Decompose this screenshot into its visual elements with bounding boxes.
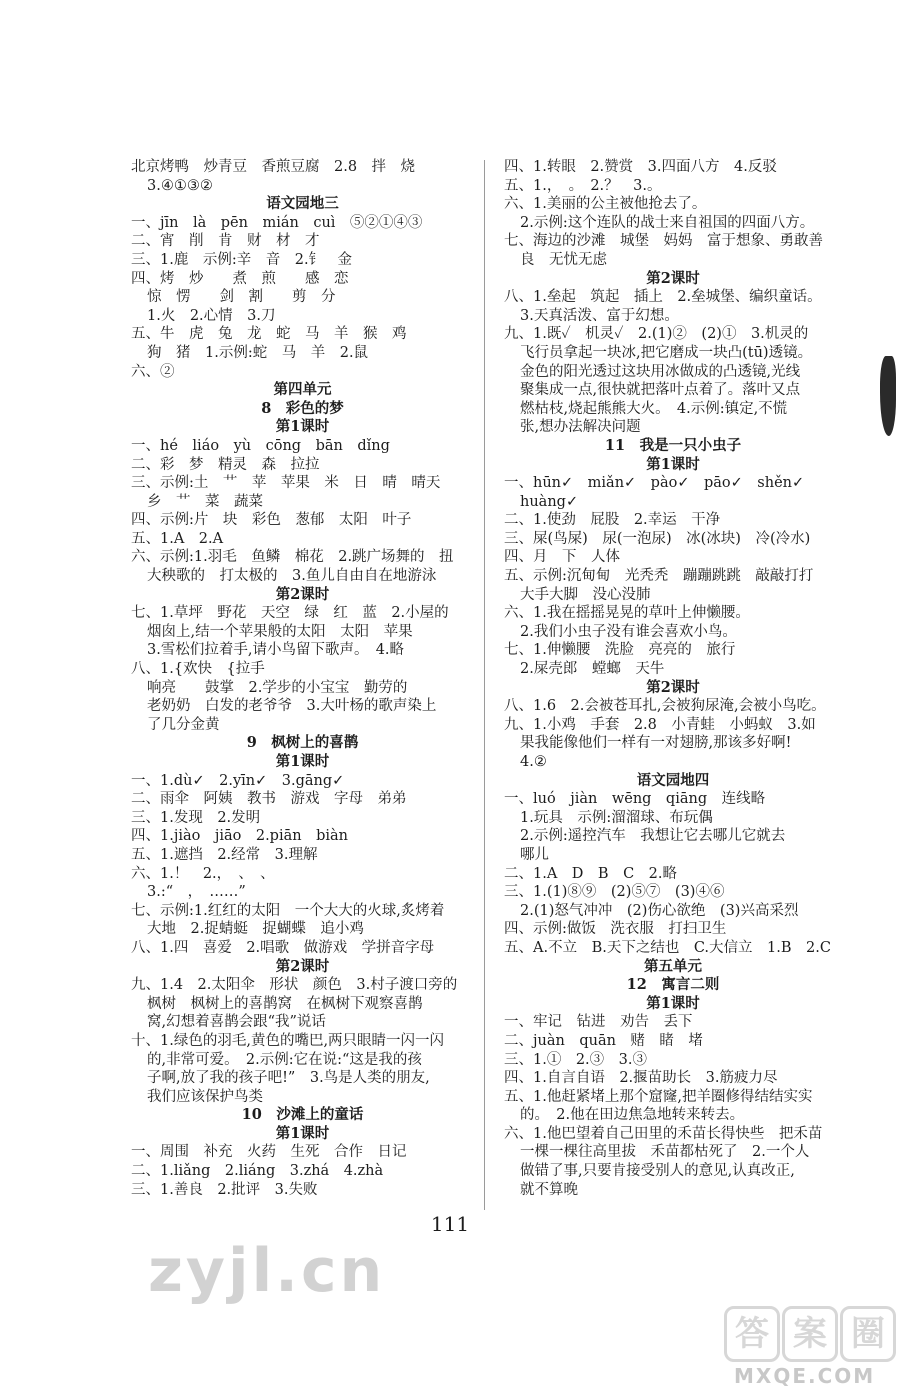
section-heading: 第2课时: [646, 269, 700, 287]
answer-line: 了几分金黄: [147, 716, 220, 733]
answer-line: 三、1.发现 2.发明: [131, 809, 261, 826]
logo-char: 答: [724, 1306, 780, 1362]
answer-line: 2.屎壳郎 螳螂 天牛: [520, 661, 665, 678]
answer-line: 二、1.使劲 屁股 2.幸运 干净: [504, 512, 721, 529]
section-heading: 12 寓言二则: [626, 976, 720, 994]
answer-line: 果我能像他们一样有一对翅膀,那该多好啊!: [520, 735, 792, 752]
answer-line: 一、hé liáo yù cōng bān dǐng: [131, 437, 390, 454]
answer-line: 二、1.liǎng 2.liáng 3.zhá 4.zhà: [131, 1163, 384, 1180]
answer-line: 五、牛 虎 兔 龙 蛇 马 羊 猴 鸡: [131, 326, 407, 343]
answer-column-left: [131, 158, 474, 1199]
section-heading: 第1课时: [275, 1124, 330, 1142]
section-heading: 第2课时: [275, 957, 330, 975]
answer-line: 三、1.鹿 示例:辛 音 2.钅 金: [131, 251, 353, 268]
section-heading: 10 沙滩上的童话: [241, 1106, 364, 1124]
section-heading: 语文园地三: [266, 195, 339, 213]
answer-line: 四、1.自言自语 2.揠苗助长 3.筋疲力尽: [504, 1070, 778, 1087]
answer-line: 四、1.jiào jiāo 2.piān biàn: [131, 828, 348, 845]
answer-line: 一、jīn là pēn mián cuì ⑤②①④③: [131, 214, 423, 231]
answer-line: 老奶奶 白发的老爷爷 3.大叶杨的歌声染上: [147, 698, 437, 715]
answer-line: 张,想办法解决问题: [520, 419, 641, 436]
answer-line: 一、hūn✓ miǎn✓ pào✓ pāo✓ shěn✓: [504, 475, 805, 492]
answer-line: 大手大脚 没心没肺: [520, 586, 651, 603]
section-heading: 第1课时: [275, 418, 330, 436]
answer-line: 3.④①③②: [147, 177, 213, 194]
answer-line: 九、1.既✓ 机灵✓ 2.(1)② (2)① 3.机灵的: [504, 326, 809, 343]
answer-line: 九、1.4 2.太阳伞 形状 颜色 3.村子渡口旁的: [131, 977, 458, 994]
section-heading: 语文园地四: [636, 771, 710, 789]
answer-line: 七、1.草坪 野花 天空 绿 红 蓝 2.小屋的: [131, 605, 449, 622]
section-heading: 第四单元: [273, 381, 332, 399]
answer-line: 十、1.绿色的羽毛,黄色的嘴巴,两只眼睛一闪一闪: [131, 1032, 445, 1049]
answer-line: 一、luó jiàn wēng qiāng 连线略: [504, 791, 766, 808]
answer-line: 窝,幻想着喜鹊会跟“我”说话: [147, 1014, 326, 1031]
answer-line: 4.②: [520, 754, 547, 770]
answer-line: 3.天真活泼、富于幻想。: [520, 307, 679, 324]
answer-line: 四、示例:片 块 彩色 葱郁 太阳 叶子: [131, 512, 412, 529]
answer-line: 五、示例:沉甸甸 光秃秃 蹦蹦跳跳 敲敲打打: [504, 568, 814, 585]
answer-line: 良 无忧无虑: [520, 251, 607, 268]
answer-line: 五、1.A 2.A: [131, 530, 224, 547]
answer-line: 四、1.转眼 2.赞赏 3.四面八方 4.反驳: [504, 159, 777, 175]
page-number: 111: [430, 1212, 470, 1236]
answer-line: 二、宵 削 肯 财 材 才: [131, 233, 320, 250]
answer-line: 做错了事,只要肯接受别人的意见,认真改正,: [520, 1163, 795, 1180]
answer-line: 的,非常可爱。 2.示例:它在说:“这是我的孩: [147, 1051, 422, 1068]
answer-line: 七、1.伸懒腰 洗脸 亮亮的 旅行: [504, 642, 736, 659]
section-heading: 9 枫树上的喜鹊: [246, 734, 359, 752]
answer-line: 四、示例:做饭 洗衣服 打扫卫生: [504, 921, 727, 938]
answer-line: 大秧歌的 打太极的 3.鱼儿自由自在地游泳: [147, 568, 437, 585]
answer-line: 二、juàn quān 赌 睹 堵: [504, 1032, 703, 1049]
answer-line: 二、1.A D B C 2.略: [504, 865, 678, 882]
answer-line: 六、1.美丽的公主被他抢去了。: [504, 196, 707, 213]
answer-line: 燃枯枝,烧起熊熊大火。 4.示例:镇定,不慌: [520, 400, 788, 417]
answer-line: 八、1.{欢快 {拉手: [131, 661, 265, 678]
answer-line: 大地 2.捉蜻蜓 捉蝴蝶 追小鸡: [147, 921, 364, 938]
section-heading: 第2课时: [646, 678, 700, 696]
section-heading: 第五单元: [644, 957, 702, 975]
answer-line: 一、1.dù✓ 2.yīn✓ 3.gāng✓: [131, 772, 345, 789]
answer-line: 四、月 下 人体: [504, 549, 620, 566]
answer-line: 六、1.！ 2.， 、 、: [131, 865, 275, 882]
section-heading: 第1课时: [646, 455, 700, 473]
answer-line: 二、雨伞 阿姨 教书 游戏 字母 弟弟: [131, 791, 407, 808]
answer-line: 我们应该保护鸟类: [147, 1088, 263, 1105]
section-heading: 8 彩色的梦: [261, 399, 344, 417]
watermark-text: zyjl.cn: [148, 1236, 386, 1306]
answer-line: 狗 猪 1.示例:蛇 马 羊 2.鼠: [147, 344, 369, 361]
answer-line: 六、示例:1.羽毛 鱼鳞 棉花 2.跳广场舞的 扭: [131, 549, 454, 566]
answer-line: 四、烤 炒 煮 煎 感 恋: [131, 270, 349, 287]
answer-line: 哪儿: [520, 846, 549, 863]
answer-line: 五、1.遮挡 2.经常 3.理解: [131, 846, 318, 863]
answer-line: 三、1.善良 2.批评 3.失败: [131, 1181, 318, 1198]
scan-smudge: [880, 356, 896, 436]
answer-line: 七、示例:1.红红的太阳 一个大大的火球,炙烤着: [131, 902, 445, 919]
answer-line: 惊 愣 剑 割 剪 分: [147, 289, 336, 306]
answer-line: 三、示例:土 艹 苹 苹果 米 日 晴 晴天: [131, 475, 441, 492]
logo-url: MXQE.COM: [734, 1364, 876, 1388]
answer-line: 一、牢记 钻进 劝告 丢下: [504, 1014, 693, 1031]
watermark-logo: [724, 1306, 892, 1386]
answer-line: 一、周围 补充 火药 生死 合作 日记: [131, 1144, 407, 1161]
section-heading: 第1课时: [646, 994, 700, 1012]
section-heading: 第2课时: [275, 585, 330, 603]
answer-line: huàng✓: [520, 493, 579, 510]
answer-line: 烟囱上,结一个苹果般的太阳 太阳 苹果: [147, 623, 413, 640]
answer-line: 3.:“ ， ……”: [147, 884, 246, 901]
answer-line: 2.示例:这个连队的战士来自祖国的四面八方。: [520, 214, 815, 231]
answer-line: 三、1.① 2.③ 3.③: [504, 1051, 648, 1068]
answer-line: 2.我们小虫子没有谁会喜欢小鸟。: [520, 623, 737, 640]
answer-line: 七、海边的沙滩 城堡 妈妈 富于想象、勇敢善: [504, 233, 823, 250]
answer-line: 的。 2.他在田边焦急地转来转去。: [520, 1107, 745, 1124]
answer-line: 二、彩 梦 精灵 森 拉拉: [131, 456, 320, 473]
answer-line: 枫树 枫树上的喜鹊窝 在枫树下观察喜鹊: [147, 995, 423, 1012]
column-divider: [484, 160, 485, 1210]
answer-line: 六、1.我在摇摇晃晃的草叶上伸懒腰。: [504, 605, 750, 622]
answer-line: 响亮 鼓掌 2.学步的小宝宝 勤劳的: [147, 679, 408, 696]
answer-line: 2.示例:遥控汽车 我想让它去哪儿它就去: [520, 828, 786, 845]
answer-column-right: [504, 158, 842, 1199]
answer-line: 2.(1)怒气冲冲 (2)伤心欲绝 (3)兴高采烈: [520, 902, 799, 919]
answer-line: 八、1.6 2.会被苍耳扎,会被狗尿淹,会被小鸟吃。: [504, 698, 826, 715]
answer-line: 五、A.不立 B.天下之结也 C.大信立 1.B 2.C: [504, 939, 831, 956]
answer-line: 三、1.(1)⑧⑨ (2)⑤⑦ (3)④⑥: [504, 884, 725, 901]
answer-line: 九、1.小鸡 手套 2.8 小青蛙 小蚂蚁 3.如: [504, 716, 816, 733]
answer-line: 五、1.他赶紧堵上那个窟窿,把羊圈修得结结实实: [504, 1088, 813, 1105]
answer-line: 金色的阳光透过这块用冰做成的凸透镜,光线: [520, 363, 801, 380]
section-heading: 11 我是一只小虫子: [604, 436, 742, 454]
answer-line: 3.雪松们拉着手,请小鸟留下歌声。 4.略: [147, 642, 405, 659]
answer-line: 1.玩具 示例:溜溜球、布玩偶: [520, 809, 713, 826]
logo-char: 案: [782, 1306, 838, 1362]
answer-line: 六、1.他巴望着自己田里的禾苗长得快些 把禾苗: [504, 1125, 823, 1142]
answer-line: 飞行员拿起一块冰,把它磨成一块凸(tū)透镜。: [520, 344, 813, 361]
answer-line: 八、1.垒起 筑起 插上 2.垒城堡、编织童话。: [504, 289, 822, 306]
answer-line: 五、1.， 。 2.？ 3.。: [504, 177, 662, 194]
answer-line: 八、1.四 喜爱 2.唱歌 做游戏 学拼音字母: [131, 939, 435, 956]
answer-line: 1.火 2.心情 3.刀: [147, 307, 276, 324]
answer-line: 子啊,放了我的孩子吧!” 3.鸟是人类的朋友,: [147, 1070, 430, 1087]
answer-line: 三、屎(鸟屎) 尿(一泡尿) 冰(冰块) 冷(冷水): [504, 530, 811, 547]
logo-char: 圈: [840, 1306, 896, 1362]
answer-line: 聚集成一点,很快就把落叶点着了。落叶又点: [520, 382, 801, 399]
answer-line: 乡 艹 菜 蔬菜: [147, 493, 263, 510]
answer-line: 就不算晚: [520, 1181, 578, 1198]
answer-line: 六、②: [131, 363, 175, 380]
answer-line: 北京烤鸭 炒青豆 香煎豆腐 2.8 拌 烧: [131, 159, 416, 175]
section-heading: 第1课时: [275, 753, 330, 770]
answer-line: 一棵一棵往高里拔 禾苗都枯死了 2.一个人: [520, 1144, 810, 1161]
